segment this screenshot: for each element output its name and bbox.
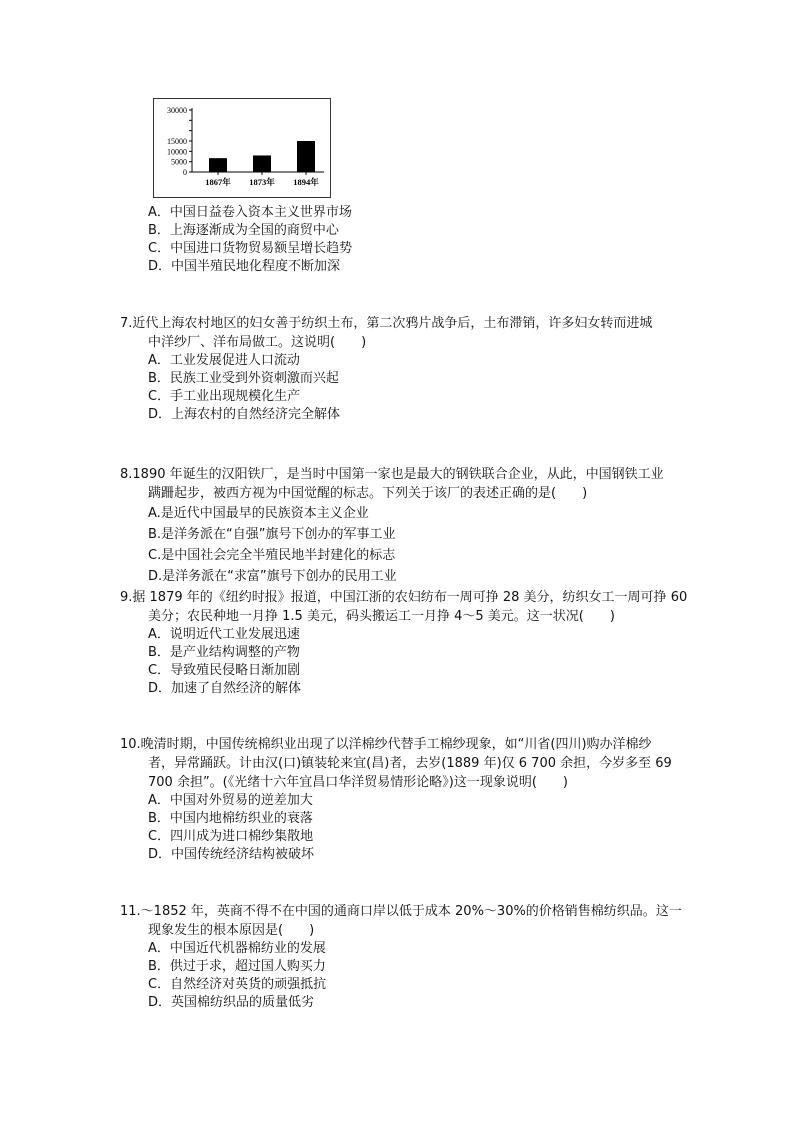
q9-option-a: A．说明近代工业发展迅速 [148,627,300,642]
trade-bar-chart [153,98,331,198]
q7-stem-line-1: 7.近代上海农村地区的妇女善于纺织土布，第二次鸦片战争后，土布滞销，许多妇女转而进城 [120,316,653,331]
question-6 [120,204,710,276]
q8-stem-line-1: 8.1890 年诞生的汉阳铁厂，是当时中国第一家也是最大的钢铁联合企业，从此，中国钢铁工业 [120,467,664,482]
q6-option-b: B．上海逐渐成为全国的商贸中心 [148,223,339,238]
q10-option-b: B．中国内地棉纺织业的衰落 [148,811,313,826]
x-tick-label-1: 1873年 [249,177,275,187]
question-8 [120,465,710,587]
q9-stem [120,588,710,626]
q8-option-d: D.是洋务派在“求富”旗号下创办的民用工业 [148,569,397,584]
x-tick-label-0: 1867年 [205,177,231,187]
q11-option-c: C．自然经济对英货的顽强抵抗 [148,977,327,992]
question-10 [120,735,710,864]
q8-option-a: A.是近代中国最早的民族资本主义企业 [148,506,369,521]
q10-option-c: C．四川成为进口棉纱集散地 [148,829,314,844]
q10-stem-line-1: 10.晚清时期，中国传统棉织业出现了以洋棉纱代替手工棉纱现象，如“川省(四川)购办洋棉纱 [120,737,652,752]
q11-stem-line-2: 现象发生的根本原因是( ) [148,923,315,938]
q11-stem [120,902,710,940]
q10-stem-line-3: 700 余担”。(《光绪十六年宜昌口华洋贸易情形论略》)这一现象说明( ) [148,775,568,790]
q8-stem [120,465,710,503]
bar-1867年 [209,158,227,172]
y-tick-label-2: 10000 [167,147,187,157]
bar-1894年 [297,141,315,172]
q9-stem-line-1: 9.据 1879 年的《纽约时报》报道，中国江浙的农妇纺布一周可挣 28 美分，纺织女工一周可挣 60 [120,590,688,605]
question-11 [120,902,710,1012]
q7-option-d: D．上海农村的自然经济完全解体 [148,407,341,422]
q10-stem [120,735,710,792]
q6-option-c: C．中国进口货物贸易额呈增长趋势 [148,241,353,256]
x-tick-label-2: 1894年 [293,177,319,187]
q6-option-a: A．中国日益卷入资本主义世界市场 [148,205,352,220]
q9-option-b: B．是产业结构调整的产物 [148,645,300,660]
q7-option-a: A．工业发展促进人口流动 [148,353,300,368]
q7-option-c: C．手工业出现规模化生产 [148,389,301,404]
y-tick-label-6: 30000 [167,106,187,115]
bar-1873年 [253,155,271,172]
q6-option-d: D．中国半殖民地化程度不断加深 [148,259,341,274]
q9-option-c: C．导致殖民侵略日渐加剧 [148,663,301,678]
question-7 [120,314,710,424]
q10-option-a: A．中国对外贸易的逆差加大 [148,793,313,808]
q11-option-d: D．英国棉纺织品的质量低劣 [148,995,315,1010]
question-9 [120,588,710,698]
q10-option-d: D．中国传统经济结构被破坏 [148,847,315,862]
q7-stem-line-2: 中洋纱厂、洋布局做工。这说明( ) [148,335,367,350]
q11-option-b: B．供过于求，超过国人购买力 [148,959,326,974]
q11-option-a: A．中国近代机器棉纺业的发展 [148,941,326,956]
q7-option-b: B．民族工业受到外资刺激而兴起 [148,371,339,386]
q9-option-d: D．加速了自然经济的解体 [148,681,302,696]
y-tick-label-3: 15000 [167,137,187,146]
q9-stem-line-2: 美分；农民种地一月挣 1.5 美元，码头搬运工一月挣 4～5 美元。这一状况( ) [148,609,615,624]
y-tick-label-1: 5000 [171,157,187,167]
chart-svg [154,99,332,199]
y-tick-label-0: 0 [183,168,187,177]
q8-stem-line-2: 蹒跚起步，被西方视为中国觉醒的标志。下列关于该厂的表述正确的是( ) [148,486,588,501]
q11-stem-line-1: 11.～1852 年，英商不得不在中国的通商口岸以低于成本 20%～30%的价格销售棉纺织品。这一 [120,904,682,919]
q8-option-b: B.是洋务派在“自强”旗号下创办的军事工业 [148,527,396,542]
q7-stem [120,314,710,352]
q8-option-c: C.是中国社会完全半殖民地半封建化的标志 [148,548,396,563]
q10-stem-line-2: 者，异常踊跃。计由汉(口)镇装轮来宜(昌)者，去岁(1889 年)仅 6 700 余担，今岁多至 69 [148,756,672,771]
